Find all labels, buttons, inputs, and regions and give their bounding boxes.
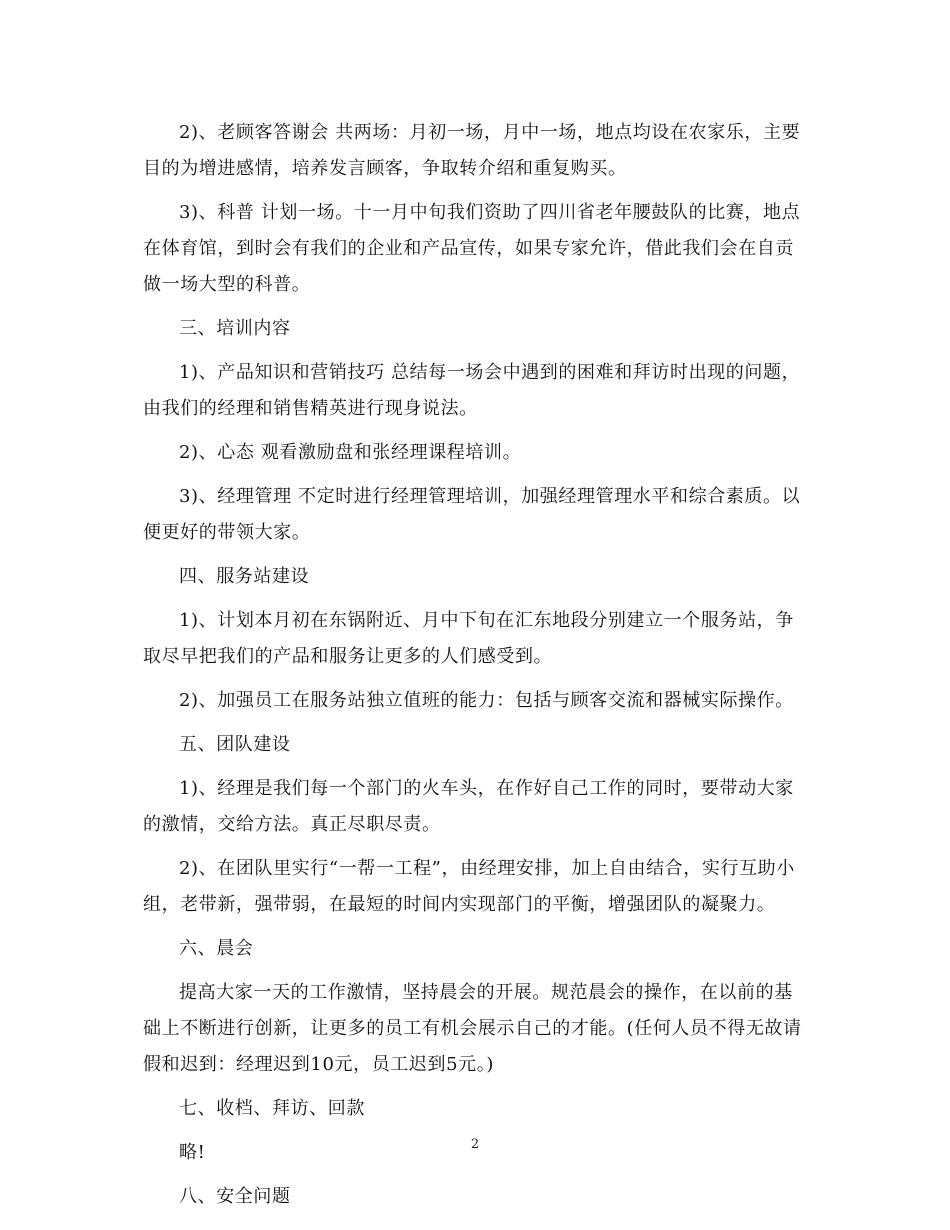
- heading-training-content: 三、培训内容: [179, 318, 291, 339]
- paragraph-science-event: 3)、科普 计划一场。十一月中旬我们资助了四川省老年腰鼓队的比赛，地点在体育馆，到时会有我们的企业和产品宣传，如果专家允许，借此我们会在自贡做一场大型的科普。: [143, 202, 801, 295]
- heading-safety-issues: 八、安全问题: [179, 1186, 291, 1207]
- paragraph-manager-role: 1)、经理是我们每一个部门的火车头，在作好自己工作的同时，要带动大家的激情，交给方法。真正尽职尽责。: [143, 778, 794, 835]
- heading-morning-meeting: 六、晨会: [179, 938, 254, 959]
- paragraph-mindset: 2)、心态 观看激励盘和张经理课程培训。: [179, 442, 522, 463]
- paragraph-manager-management: 3)、经理管理 不定时进行经理管理培训，加强经理管理水平和综合素质。以便更好的带领大家。: [143, 486, 801, 543]
- heading-filing-visits-payment: 七、收档、拜访、回款: [179, 1098, 365, 1119]
- paragraph-omitted: 略!: [179, 1142, 206, 1163]
- paragraph-mentoring-program: 2)、在团队里实行“一帮一工程”，由经理安排，加上自由结合，实行互助小组，老带新，强带弱，在最短的时间内实现部门的平衡，增强团队的凝聚力。: [143, 858, 795, 915]
- paragraph-service-station-plan: 1)、计划本月初在东锅附近、月中下旬在汇东地段分别建立一个服务站，争取尽早把我们的产品和服务让更多的人们感受到。: [143, 610, 794, 667]
- document-body: [143, 115, 808, 1223]
- heading-service-station: 四、服务站建设: [179, 566, 310, 587]
- paragraph-product-knowledge: 1)、产品知识和营销技巧 总结每一场会中遇到的困难和拜访时出现的问题，由我们的经理和销售精英进行现身说法。: [143, 362, 801, 419]
- paragraph-customer-thanks-meeting: 2)、老顾客答谢会 共两场：月初一场，月中一场，地点均设在农家乐，主要目的为增进感情，培养发言顾客，争取转介绍和重复购买。: [143, 122, 801, 179]
- heading-team-building: 五、团队建设: [179, 734, 291, 755]
- page-number: 2: [470, 1137, 480, 1152]
- paragraph-service-station-duty: 2)、加强员工在服务站独立值班的能力：包括与顾客交流和器械实际操作。: [179, 690, 794, 711]
- paragraph-morning-meeting-rules: 提高大家一天的工作激情，坚持晨会的开展。规范晨会的操作，在以前的基础上不断进行创新，让更多的员工有机会展示自己的才能。(任何人员不得无故请假和迟到：经理迟到10元，员工迟到5元。): [143, 982, 802, 1075]
